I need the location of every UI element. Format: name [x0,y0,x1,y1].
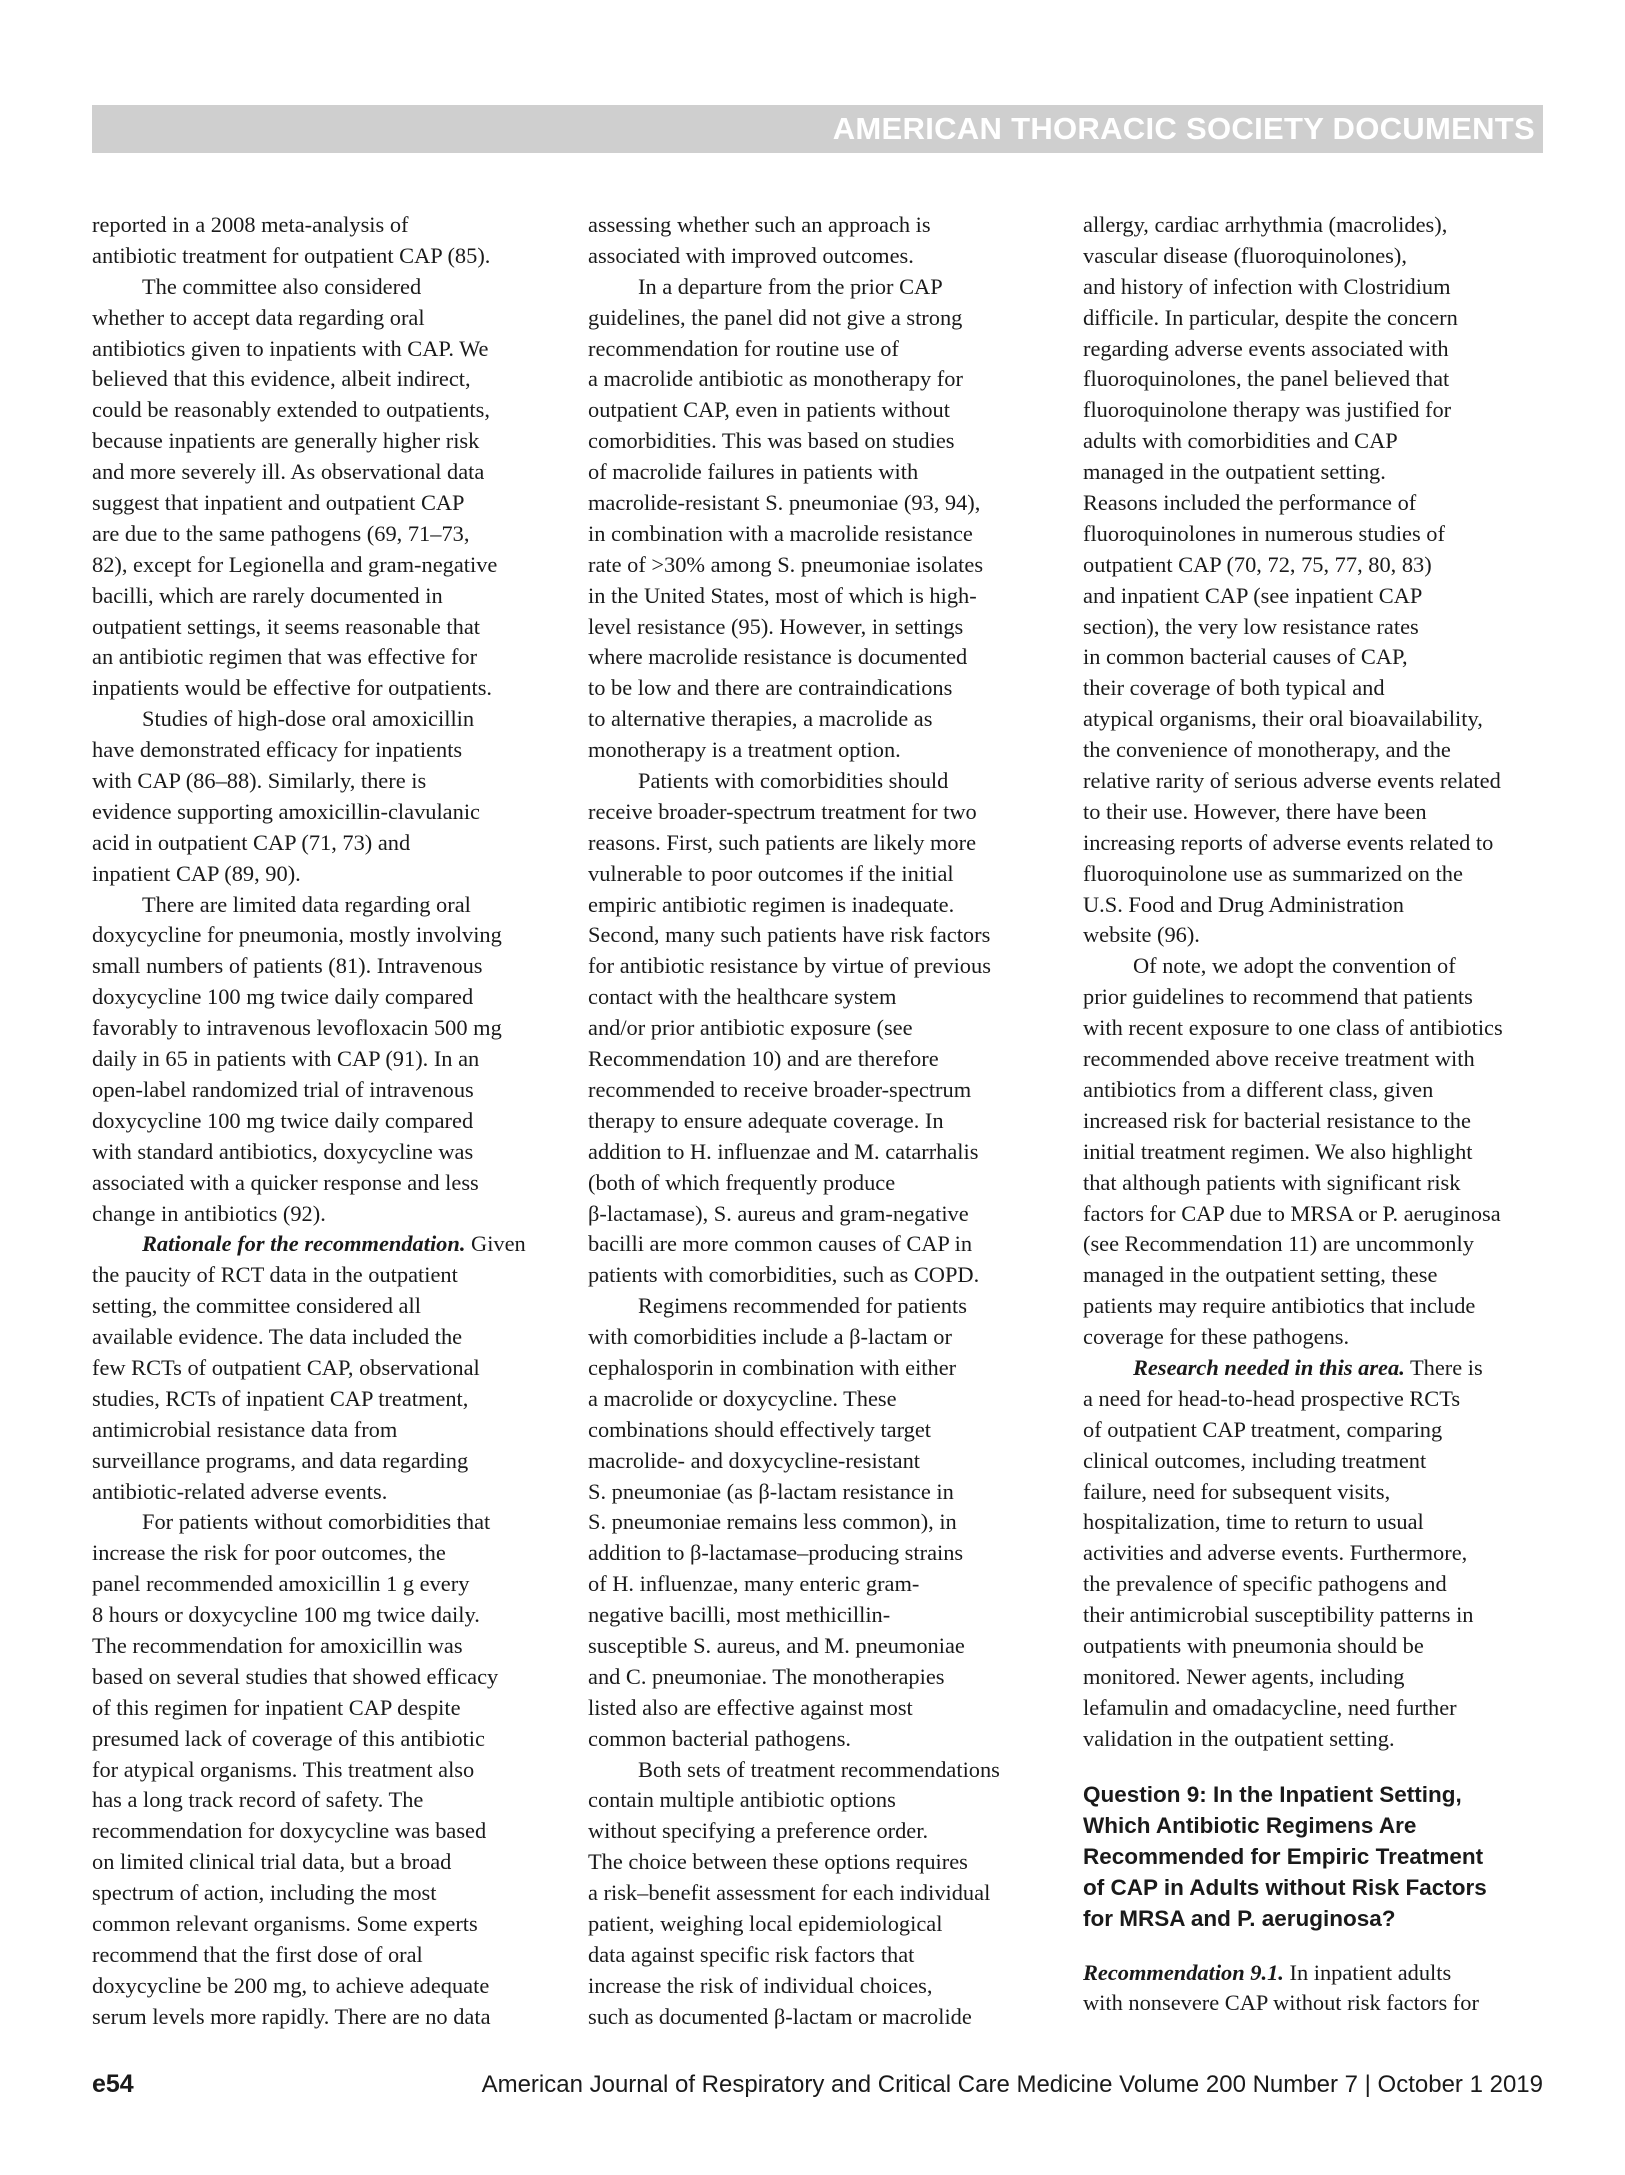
text-line: doxycycline 100 mg twice daily compared [92,1107,474,1133]
text-line: common bacterial pathogens. [588,1725,852,1751]
text-line: studies, RCTs of inpatient CAP treatment, [92,1385,469,1411]
text-line: β-lactamase), S. aureus and gram-negative [588,1200,969,1226]
text-line: antibiotics from a different class, given [1083,1076,1434,1102]
text-line: have demonstrated efficacy for inpatients [92,737,463,763]
text-run: In inpatient adults [1283,1959,1452,1985]
text-line: are due to the same pathogens (69, 71–73, [92,520,470,546]
text-line: and C. pneumoniae. The monotherapies [588,1663,945,1689]
text-column-left [92,210,557,2033]
text-line: monotherapy is a treatment option. [588,737,901,763]
text-line: combinations should effectively target [588,1416,932,1442]
heading-line: of CAP in Adults without Risk Factors [1083,1874,1487,1900]
text-line: to their use. However, there have been [1083,798,1427,824]
text-line: increase the risk for poor outcomes, the [92,1540,446,1566]
text-line: allergy, cardiac arrhythmia (macrolides), [1083,212,1448,237]
text-line: The recommendation for amoxicillin was [92,1632,463,1658]
text-line: bacilli are more common causes of CAP in [588,1231,973,1257]
text-line: difficile. In particular, despite the concern [1083,304,1458,330]
text-line: addition to β-lactamase–producing strains [588,1540,964,1566]
text-line: in the United States, most of which is high- [588,582,977,608]
text-line: increasing reports of adverse events related to [1083,829,1494,855]
paragraph-start [92,1229,557,1260]
text-line: to alternative therapies, a macrolide as [588,706,933,732]
text-line: evidence supporting amoxicillin-clavulanic [92,798,480,824]
text-line: and inpatient CAP (see inpatient CAP [1083,582,1423,608]
text-line: of outpatient CAP treatment, comparing [1083,1416,1443,1442]
text-line: on limited clinical trial data, but a broad [92,1849,452,1875]
text-line: antibiotic treatment for outpatient CAP (85). [92,242,491,268]
text-line: a need for head-to-head prospective RCTs [1083,1385,1461,1411]
text-line: setting, the committee considered all [92,1293,421,1319]
text-line: failure, need for subsequent visits, [1083,1478,1391,1504]
text-line: relative rarity of serious adverse events related [1083,768,1501,794]
header-title: AMERICAN THORACIC SOCIETY DOCUMENTS [832,111,1535,146]
text-line: suggest that inpatient and outpatient CAP [92,490,465,516]
paragraph-start: Both sets of treatment recommendations [638,1756,1000,1782]
text-line: Reasons included the performance of [1083,490,1417,516]
heading-line: Recommended for Empiric Treatment [1083,1843,1484,1869]
text-line: antimicrobial resistance data from [92,1416,398,1442]
text-line: receive broader-spectrum treatment for two [588,798,977,824]
text-line: inpatient CAP (89, 90). [92,860,301,886]
text-line: U.S. Food and Drug Administration [1083,891,1404,917]
text-line: susceptible S. aureus, and M. pneumoniae [588,1632,965,1658]
text-line: adults with comorbidities and CAP [1083,428,1398,454]
text-line: the convenience of monotherapy, and the [1083,737,1451,763]
text-line: whether to accept data regarding oral [92,304,425,330]
text-line: data against specific risk factors that [588,1941,915,1967]
text-line: section), the very low resistance rates [1083,613,1419,639]
text-line: believed that this evidence, albeit indirect, [92,366,471,392]
paragraph-start: The committee also considered [142,273,422,299]
text-line: S. pneumoniae remains less common), in [588,1509,957,1535]
text-line: doxycycline for pneumonia, mostly involving [92,922,502,948]
text-line: available evidence. The data included the [92,1324,463,1350]
text-run: Given [465,1231,526,1257]
text-line: change in antibiotics (92). [92,1200,326,1226]
text-line: small numbers of patients (81). Intravenous [92,953,483,979]
text-line: cephalosporin in combination with either [588,1354,957,1380]
text-line: Recommendation 10) and are therefore [588,1046,939,1072]
text-line: addition to H. influenzae and M. catarrhalis [588,1138,979,1164]
text-line: increased risk for bacterial resistance to the [1083,1107,1471,1133]
text-line: outpatient CAP, even in patients without [588,397,950,423]
text-line: vascular disease (fluoroquinolones), [1083,242,1407,268]
text-line: of H. influenzae, many enteric gram- [588,1571,920,1597]
text-line: hospitalization, time to return to usual [1083,1509,1424,1535]
text-line: presumed lack of coverage of this antibiotic [92,1725,485,1751]
text-line: activities and adverse events. Furthermore, [1083,1540,1468,1566]
run-in-heading: Research needed in this area. [1133,1354,1405,1380]
text-line: lefamulin and omadacycline, need further [1083,1694,1457,1720]
text-line: acid in outpatient CAP (71, 73) and [92,829,411,855]
text-line: increase the risk of individual choices, [588,1972,933,1998]
text-line: reported in a 2008 meta-analysis of [92,212,409,237]
text-line: a macrolide or doxycycline. These [588,1385,897,1411]
text-line: prior guidelines to recommend that patients [1083,984,1473,1010]
heading-line: for MRSA and P. aeruginosa? [1083,1905,1396,1931]
text-line: has a long track record of safety. The [92,1787,424,1813]
text-line: the prevalence of specific pathogens and [1083,1571,1447,1597]
heading-line: Question 9: In the Inpatient Setting, [1083,1781,1462,1807]
text-line: listed also are effective against most [588,1694,913,1720]
text-line: open-label randomized trial of intravenous [92,1076,474,1102]
text-line: antibiotic-related adverse events. [92,1478,388,1504]
text-line: managed in the outpatient setting. [1083,459,1386,485]
paragraph-start: Patients with comorbidities should [638,768,949,794]
journal-header-bar [92,105,1543,153]
text-line: with standard antibiotics, doxycycline was [92,1138,474,1164]
text-line: macrolide- and doxycycline-resistant [588,1447,921,1473]
text-line: associated with a quicker response and less [92,1169,479,1195]
text-line: doxycycline be 200 mg, to achieve adequate [92,1972,490,1998]
text-line: without specifying a preference order. [588,1818,929,1844]
text-line: outpatient CAP (70, 72, 75, 77, 80, 83) [1083,551,1432,577]
paragraph-start [1083,1958,1548,1989]
text-line: their coverage of both typical and [1083,675,1385,701]
text-column-middle [588,210,1053,2033]
text-line: common relevant organisms. Some experts [92,1910,478,1936]
text-column-right [1083,210,1548,2019]
text-line: with nonsevere CAP without risk factors for [1083,1990,1479,2016]
paragraph-start: There are limited data regarding oral [142,891,471,917]
text-line: recommendation for doxycycline was based [92,1818,487,1844]
text-line: daily in 65 in patients with CAP (91). In an [92,1046,480,1072]
text-line: of this regimen for inpatient CAP despite [92,1694,461,1720]
text-line: empiric antibiotic regimen is inadequate. [588,891,955,917]
text-line: regarding adverse events associated with [1083,335,1449,361]
text-line: (both of which frequently produce [588,1169,896,1195]
text-line: vulnerable to poor outcomes if the initial [588,860,954,886]
text-line: inpatients would be effective for outpatients. [92,675,493,701]
text-line: in combination with a macrolide resistance [588,520,973,546]
text-line: website (96). [1083,922,1200,948]
text-line: and/or prior antibiotic exposure (see [588,1015,913,1041]
text-line: such as documented β-lactam or macrolide [588,2003,972,2029]
text-line: with CAP (86–88). Similarly, there is [92,768,427,794]
text-line: initial treatment regimen. We also highlight [1083,1138,1473,1164]
text-line: for antibiotic resistance by virtue of previous [588,953,991,979]
section-spacer [1083,1934,1548,1958]
text-run: There is [1404,1354,1483,1380]
text-line: surveillance programs, and data regarding [92,1447,469,1473]
text-line: fluoroquinolone use as summarized on the [1083,860,1463,886]
text-line: coverage for these pathogens. [1083,1324,1350,1350]
text-line: outpatient settings, it seems reasonable that [92,613,481,639]
text-line: fluoroquinolone therapy was justified for [1083,397,1452,423]
text-line: 82), except for Legionella and gram-negative [92,551,498,577]
text-line: a macrolide antibiotic as monotherapy for [588,366,963,392]
text-line: recommended above receive treatment with [1083,1046,1475,1072]
text-line: of macrolide failures in patients with [588,459,919,485]
text-line: doxycycline 100 mg twice daily compared [92,984,474,1010]
text-line: The choice between these options requires [588,1849,968,1875]
text-line: 8 hours or doxycycline 100 mg twice daily. [92,1602,480,1628]
text-line: to be low and there are contraindications [588,675,953,701]
question-heading [1083,1779,1548,1934]
text-line: reasons. First, such patients are likely more [588,829,977,855]
text-line: because inpatients are generally higher risk [92,428,480,454]
text-line: monitored. Newer agents, including [1083,1663,1405,1689]
text-line: assessing whether such an approach is [588,212,931,237]
text-line: with comorbidities include a β-lactam or [588,1324,952,1350]
text-line: panel recommended amoxicillin 1 g every [92,1571,470,1597]
paragraph-start: Regimens recommended for patients [638,1293,967,1319]
text-line: bacilli, which are rarely documented in [92,582,443,608]
text-line: recommend that the first dose of oral [92,1941,423,1967]
paragraph-start: For patients without comorbidities that [142,1509,491,1535]
run-in-heading: Recommendation 9.1. [1083,1959,1284,1985]
text-line: validation in the outpatient setting. [1083,1725,1395,1751]
text-line: therapy to ensure adequate coverage. In [588,1107,944,1133]
heading-line: Which Antibiotic Regimens Are [1083,1812,1417,1838]
text-line: their antimicrobial susceptibility patterns in [1083,1602,1474,1628]
text-line: clinical outcomes, including treatment [1083,1447,1427,1473]
paragraph-start: In a departure from the prior CAP [638,273,943,299]
text-line: comorbidities. This was based on studies [588,428,955,454]
text-line: spectrum of action, including the most [92,1880,437,1906]
text-line: level resistance (95). However, in settings [588,613,964,639]
text-line: contact with the healthcare system [588,984,897,1010]
text-line: in common bacterial causes of CAP, [1083,644,1408,670]
text-line: atypical organisms, their oral bioavailability, [1083,706,1483,732]
page-number: e54 [92,2070,134,2098]
text-line: fluoroquinolones in numerous studies of [1083,520,1445,546]
text-line: patient, weighing local epidemiological [588,1910,943,1936]
section-spacer [1083,1755,1548,1779]
text-line: patients may require antibiotics that include [1083,1293,1476,1319]
text-line: an antibiotic regimen that was effective for [92,644,478,670]
text-line: (see Recommendation 11) are uncommonly [1083,1231,1474,1257]
text-line: where macrolide resistance is documented [588,644,968,670]
text-line: recommendation for routine use of [588,335,899,361]
text-line: that although patients with significant risk [1083,1169,1461,1195]
text-line: could be reasonably extended to outpatients, [92,397,490,423]
text-line: serum levels more rapidly. There are no data [92,2003,491,2029]
journal-citation: American Journal of Respiratory and Critical Care Medicine Volume 200 Number 7 | October 1 2019 [481,2071,1543,2098]
text-line: negative bacilli, most methicillin- [588,1602,891,1628]
paragraph-start: Studies of high-dose oral amoxicillin [142,706,475,732]
text-line: and history of infection with Clostridium [1083,273,1451,299]
text-line: S. pneumoniae (as β-lactam resistance in [588,1478,954,1504]
text-line: associated with improved outcomes. [588,242,914,268]
text-line: a risk–benefit assessment for each individual [588,1880,991,1906]
text-line: rate of >30% among S. pneumoniae isolates [588,551,984,577]
text-line: the paucity of RCT data in the outpatient [92,1262,458,1288]
text-line: outpatients with pneumonia should be [1083,1632,1424,1658]
run-in-heading: Rationale for the recommendation. [142,1231,466,1257]
text-line: antibiotics given to inpatients with CAP. We [92,335,489,361]
text-line: few RCTs of outpatient CAP, observational [92,1354,480,1380]
paragraph-start: Of note, we adopt the convention of [1133,953,1456,979]
text-line: and more severely ill. As observational data [92,459,485,485]
text-line: macrolide-resistant S. pneumoniae (93, 94), [588,490,981,516]
text-line: fluoroquinolones, the panel believed that [1083,366,1450,392]
text-line: factors for CAP due to MRSA or P. aeruginosa [1083,1200,1501,1226]
text-line: Second, many such patients have risk factors [588,922,991,948]
text-line: contain multiple antibiotic options [588,1787,896,1813]
text-line: patients with comorbidities, such as COPD. [588,1262,980,1288]
text-line: for atypical organisms. This treatment also [92,1756,475,1782]
text-line: with recent exposure to one class of antibiotics [1083,1015,1503,1041]
text-line: recommended to receive broader-spectrum [588,1076,972,1102]
paragraph-start [1083,1353,1548,1384]
text-line: favorably to intravenous levofloxacin 500 mg [92,1015,502,1041]
text-line: managed in the outpatient setting, these [1083,1262,1438,1288]
text-line: based on several studies that showed efficacy [92,1663,499,1689]
text-line: guidelines, the panel did not give a strong [588,304,963,330]
